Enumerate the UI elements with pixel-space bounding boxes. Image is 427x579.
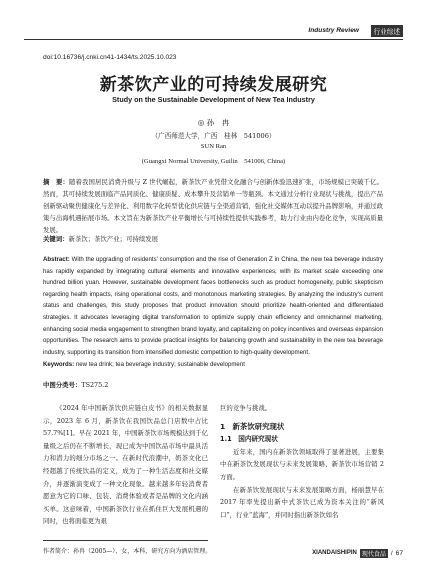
keywords-en bbox=[43, 361, 383, 368]
abstract-cn-label: 摘 要： bbox=[43, 178, 69, 186]
section-heading-1: 1 新茶饮研究现状 bbox=[220, 421, 285, 431]
author-en: SUN Ran bbox=[200, 143, 227, 150]
abstract-cn bbox=[43, 177, 383, 237]
footnote-rule bbox=[43, 540, 208, 541]
keywords-en-text: new tea drink; tea beverage industry; sustainable development bbox=[75, 361, 245, 368]
page-number: 67 bbox=[395, 549, 403, 557]
abstract-en-text: With the upgrading of residents' consumption and the rise of Generation Z in China, the new tea beverage industry has rapidly expanded by integrating cultural elements and innovative experiences, with its market scale exceeding one hundred billion yuan. However, sustainable development faces bottlenecks such as product homogeneity, public skepticism regarding health impacts, rising operational costs, and monotonous marketing strategies. By analyzing the industry's current status and challenges, this study proposes that product innovation should prioritize health-oriented and differentiated strategies. It advocates leveraging digital transformation to optimize supply chain efficiency and omnichannel marketing, enhancing social media engagement to strengthen brand loyalty, and capitalizing on policy incentives and overseas expansion opportunities. The research aims to provide practical insights for balancing growth and sustainability in the new tea beverage industry, supporting its transition from intensified domestic competition to high-quality development. bbox=[43, 256, 383, 356]
body-right-column bbox=[220, 402, 384, 521]
subsection-heading-1-1: 1.1 国内研究现状 bbox=[220, 435, 278, 444]
paragraph-continuation: 巨的竞争与挑战。 bbox=[220, 404, 272, 412]
affiliation-cn: （广西师范大学，广西 桂林 541006） bbox=[151, 132, 276, 140]
abstract-cn-text: 随着我国居民消费升级与 Z 世代崛起，新茶饮产业凭借文化融合与创新体验迅速扩张，市场规模已突破千亿。然而，其可持续发展面临产品同质化、健康质疑、成本攀升及营销单一等瓶颈。本文通过分析行业现状与挑战，提出产品创新驱动聚焦健康化与差异化、利用数字化转型优化供应链与全渠道营销，强化社交媒体互动以提升品牌影响，并通过政策与出海机遇拓展市场。本文旨在为新茶饮产业平衡增长与可持续性提供实践参考，助力行业由内卷化竞争，实现高质量发展。 bbox=[43, 178, 383, 234]
body-left-column: 《2024 年中国新茶饮供应链白皮书》的相关数据显示，2023 年 6 月，新茶饮在我国饮品总门店数中占比 57.7%[1]。早在 2021 年，中国新茶饮市场规模达到千亿量级之后仍在不断增长，现已成为中国饮品市场中最具活力和潜力的细分市场之一。在新时代浪潮中，奶茶文化已经超越了传统饮品的定义，成为了一种生活态度和社交媒介，并逐渐演变成了一种文化现象。越来越多年轻消费者愿意为它的口味、包装、消费体验或者是品牌的文化内涵买单。这意味着，中国新茶饮行业在抓住巨大发展机遇的同时，也将面临更为艰 bbox=[43, 404, 208, 526]
header-section-cn: 行业综述 bbox=[371, 25, 403, 37]
keywords-cn-label: 关键词： bbox=[43, 235, 69, 243]
keywords-cn-text: 新茶饮；茶饮产业；可持续发展 bbox=[68, 235, 159, 243]
keywords-en-label: Keywords: bbox=[43, 361, 75, 368]
header-rule bbox=[24, 39, 403, 40]
abstract-en bbox=[43, 254, 383, 358]
running-header bbox=[24, 24, 403, 40]
keywords-cn bbox=[43, 234, 383, 243]
author-footnote: 作者简介：孙冉（2005—），女，本科，研究方向为酒店管理。 bbox=[43, 548, 212, 555]
body-paragraph: 在新茶饮发展现状与未来发展策略方面，杨丽慧早在 2017 年率先提出新中式茶饮已成为资本关注的“新风口”，行业“蓝海”，并同时指出新茶饮如名 bbox=[220, 485, 384, 519]
footer-separator: / bbox=[390, 549, 393, 557]
paper-title-en: Study on the Sustainable Development of New Tea Industry bbox=[112, 95, 315, 104]
clc-number bbox=[43, 380, 108, 389]
footer-journal-en: XIANDAISHIPIN bbox=[312, 550, 357, 556]
affiliation-en: (Guangxi Normal University, Guilin 541006, China) bbox=[141, 158, 286, 165]
page-footer bbox=[312, 548, 403, 558]
clc-value: TS275.2 bbox=[81, 381, 109, 389]
author-cn: ◎ 孙 冉 bbox=[197, 118, 230, 127]
header-section-en: Industry Review bbox=[308, 27, 359, 34]
body-paragraph: 近年来，国内在新茶饮领域取得了显著进展，主要集中在新茶饮发展现状与未来发展策略、新茶饮市场营销 2 方面。 bbox=[220, 447, 384, 481]
paper-title-cn: 新茶饮产业的可持续发展研究 bbox=[99, 75, 328, 95]
doi: doi:10.16736/j.cnki.cn41-1434/ts.2025.10.023 bbox=[43, 54, 177, 61]
footer-journal-cn: 现代食品 bbox=[361, 550, 386, 558]
clc-label: 中图分类号： bbox=[43, 381, 82, 389]
abstract-en-label: Abstract: bbox=[43, 256, 70, 263]
